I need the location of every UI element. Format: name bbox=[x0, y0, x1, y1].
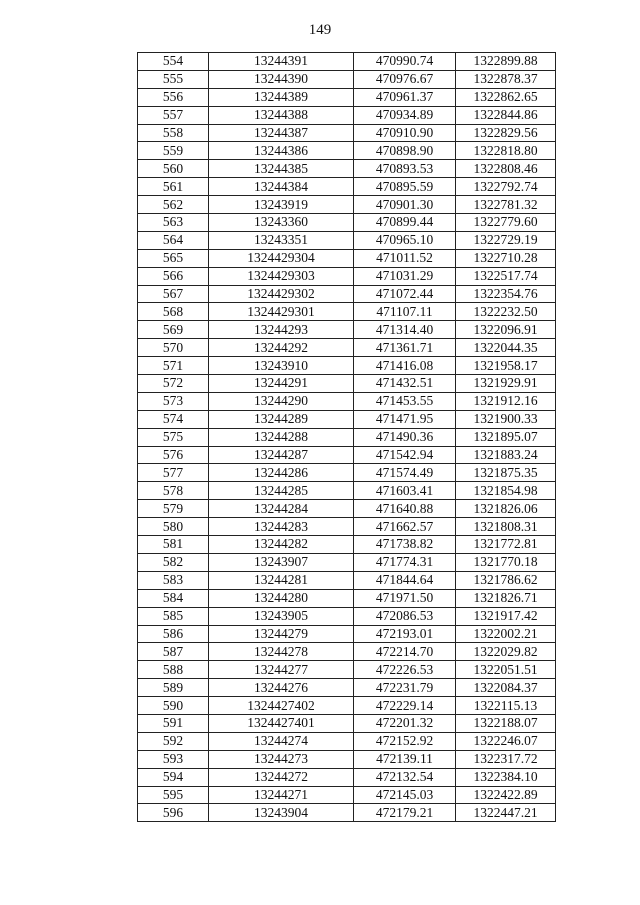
point-id-cell: 1324429303 bbox=[209, 267, 354, 285]
y-coordinate-cell: 1322188.07 bbox=[456, 714, 556, 732]
y-coordinate-cell: 1322384.10 bbox=[456, 768, 556, 786]
x-coordinate-cell: 472214.70 bbox=[354, 643, 456, 661]
point-number-cell: 559 bbox=[138, 142, 209, 160]
y-coordinate-cell: 1322779.60 bbox=[456, 214, 556, 232]
table-row bbox=[138, 446, 556, 464]
x-coordinate-cell: 471738.82 bbox=[354, 536, 456, 554]
table-row bbox=[138, 321, 556, 339]
table-row bbox=[138, 160, 556, 178]
point-number-cell: 582 bbox=[138, 553, 209, 571]
x-coordinate-cell: 470965.10 bbox=[354, 231, 456, 249]
point-id-cell: 1324429304 bbox=[209, 249, 354, 267]
x-coordinate-cell: 471471.95 bbox=[354, 410, 456, 428]
point-number-cell: 585 bbox=[138, 607, 209, 625]
point-id-cell: 1324427401 bbox=[209, 714, 354, 732]
coordinates-table bbox=[137, 52, 556, 822]
point-number-cell: 574 bbox=[138, 410, 209, 428]
point-number-cell: 583 bbox=[138, 571, 209, 589]
y-coordinate-cell: 1322899.88 bbox=[456, 53, 556, 71]
point-id-cell: 13244384 bbox=[209, 178, 354, 196]
point-number-cell: 594 bbox=[138, 768, 209, 786]
x-coordinate-cell: 471490.36 bbox=[354, 428, 456, 446]
table-row bbox=[138, 571, 556, 589]
point-number-cell: 554 bbox=[138, 53, 209, 71]
point-id-cell: 13244291 bbox=[209, 375, 354, 393]
point-id-cell: 13244285 bbox=[209, 482, 354, 500]
y-coordinate-cell: 1322115.13 bbox=[456, 697, 556, 715]
table-row bbox=[138, 804, 556, 822]
x-coordinate-cell: 471774.31 bbox=[354, 553, 456, 571]
y-coordinate-cell: 1321826.06 bbox=[456, 500, 556, 518]
point-id-cell: 13244274 bbox=[209, 732, 354, 750]
y-coordinate-cell: 1322447.21 bbox=[456, 804, 556, 822]
x-coordinate-cell: 470901.30 bbox=[354, 196, 456, 214]
x-coordinate-cell: 471416.08 bbox=[354, 357, 456, 375]
x-coordinate-cell: 472226.53 bbox=[354, 661, 456, 679]
point-id-cell: 13244292 bbox=[209, 339, 354, 357]
point-number-cell: 591 bbox=[138, 714, 209, 732]
point-number-cell: 592 bbox=[138, 732, 209, 750]
y-coordinate-cell: 1322517.74 bbox=[456, 267, 556, 285]
point-id-cell: 13244288 bbox=[209, 428, 354, 446]
point-id-cell: 13244273 bbox=[209, 750, 354, 768]
point-id-cell: 13244293 bbox=[209, 321, 354, 339]
table-row bbox=[138, 196, 556, 214]
y-coordinate-cell: 1322729.19 bbox=[456, 231, 556, 249]
x-coordinate-cell: 472193.01 bbox=[354, 625, 456, 643]
x-coordinate-cell: 471603.41 bbox=[354, 482, 456, 500]
y-coordinate-cell: 1321917.42 bbox=[456, 607, 556, 625]
y-coordinate-cell: 1321895.07 bbox=[456, 428, 556, 446]
table-row bbox=[138, 536, 556, 554]
y-coordinate-cell: 1321826.71 bbox=[456, 589, 556, 607]
y-coordinate-cell: 1322096.91 bbox=[456, 321, 556, 339]
point-number-cell: 580 bbox=[138, 518, 209, 536]
y-coordinate-cell: 1322002.21 bbox=[456, 625, 556, 643]
point-id-cell: 13243904 bbox=[209, 804, 354, 822]
x-coordinate-cell: 472179.21 bbox=[354, 804, 456, 822]
point-number-cell: 562 bbox=[138, 196, 209, 214]
point-id-cell: 13244289 bbox=[209, 410, 354, 428]
table-row bbox=[138, 697, 556, 715]
y-coordinate-cell: 1322781.32 bbox=[456, 196, 556, 214]
y-coordinate-cell: 1322844.86 bbox=[456, 106, 556, 124]
y-coordinate-cell: 1321929.91 bbox=[456, 375, 556, 393]
table-row bbox=[138, 500, 556, 518]
table-row bbox=[138, 231, 556, 249]
point-id-cell: 13244283 bbox=[209, 518, 354, 536]
table-row bbox=[138, 750, 556, 768]
point-number-cell: 573 bbox=[138, 392, 209, 410]
point-number-cell: 558 bbox=[138, 124, 209, 142]
table-row bbox=[138, 607, 556, 625]
y-coordinate-cell: 1321900.33 bbox=[456, 410, 556, 428]
point-id-cell: 13243360 bbox=[209, 214, 354, 232]
point-number-cell: 571 bbox=[138, 357, 209, 375]
point-number-cell: 570 bbox=[138, 339, 209, 357]
y-coordinate-cell: 1322029.82 bbox=[456, 643, 556, 661]
point-id-cell: 1324429302 bbox=[209, 285, 354, 303]
table-row bbox=[138, 482, 556, 500]
point-id-cell: 13244278 bbox=[209, 643, 354, 661]
y-coordinate-cell: 1321883.24 bbox=[456, 446, 556, 464]
x-coordinate-cell: 471107.11 bbox=[354, 303, 456, 321]
y-coordinate-cell: 1321875.35 bbox=[456, 464, 556, 482]
point-number-cell: 578 bbox=[138, 482, 209, 500]
x-coordinate-cell: 471640.88 bbox=[354, 500, 456, 518]
y-coordinate-cell: 1321958.17 bbox=[456, 357, 556, 375]
y-coordinate-cell: 1322818.80 bbox=[456, 142, 556, 160]
x-coordinate-cell: 472086.53 bbox=[354, 607, 456, 625]
x-coordinate-cell: 470910.90 bbox=[354, 124, 456, 142]
x-coordinate-cell: 471432.51 bbox=[354, 375, 456, 393]
table-row bbox=[138, 410, 556, 428]
y-coordinate-cell: 1322317.72 bbox=[456, 750, 556, 768]
point-id-cell: 13243351 bbox=[209, 231, 354, 249]
table-row bbox=[138, 53, 556, 71]
table-row bbox=[138, 589, 556, 607]
point-number-cell: 567 bbox=[138, 285, 209, 303]
table-row bbox=[138, 142, 556, 160]
x-coordinate-cell: 472145.03 bbox=[354, 786, 456, 804]
point-number-cell: 579 bbox=[138, 500, 209, 518]
x-coordinate-cell: 470961.37 bbox=[354, 88, 456, 106]
point-id-cell: 1324429301 bbox=[209, 303, 354, 321]
y-coordinate-cell: 1322044.35 bbox=[456, 339, 556, 357]
x-coordinate-cell: 470895.59 bbox=[354, 178, 456, 196]
y-coordinate-cell: 1322354.76 bbox=[456, 285, 556, 303]
y-coordinate-cell: 1322422.89 bbox=[456, 786, 556, 804]
point-id-cell: 13244390 bbox=[209, 70, 354, 88]
table-row bbox=[138, 679, 556, 697]
y-coordinate-cell: 1321912.16 bbox=[456, 392, 556, 410]
point-number-cell: 564 bbox=[138, 231, 209, 249]
table-row bbox=[138, 70, 556, 88]
point-number-cell: 586 bbox=[138, 625, 209, 643]
table-row bbox=[138, 786, 556, 804]
x-coordinate-cell: 471844.64 bbox=[354, 571, 456, 589]
table-row bbox=[138, 106, 556, 124]
y-coordinate-cell: 1322051.51 bbox=[456, 661, 556, 679]
point-id-cell: 13244279 bbox=[209, 625, 354, 643]
table-row bbox=[138, 714, 556, 732]
y-coordinate-cell: 1321854.98 bbox=[456, 482, 556, 500]
table-row bbox=[138, 267, 556, 285]
table-row bbox=[138, 214, 556, 232]
y-coordinate-cell: 1322829.56 bbox=[456, 124, 556, 142]
point-number-cell: 572 bbox=[138, 375, 209, 393]
point-number-cell: 576 bbox=[138, 446, 209, 464]
x-coordinate-cell: 472132.54 bbox=[354, 768, 456, 786]
table-row bbox=[138, 464, 556, 482]
point-id-cell: 13244391 bbox=[209, 53, 354, 71]
table-row bbox=[138, 285, 556, 303]
table-row bbox=[138, 661, 556, 679]
y-coordinate-cell: 1322862.65 bbox=[456, 88, 556, 106]
x-coordinate-cell: 472231.79 bbox=[354, 679, 456, 697]
table-row bbox=[138, 124, 556, 142]
point-number-cell: 575 bbox=[138, 428, 209, 446]
point-number-cell: 589 bbox=[138, 679, 209, 697]
x-coordinate-cell: 471361.71 bbox=[354, 339, 456, 357]
point-number-cell: 560 bbox=[138, 160, 209, 178]
table-row bbox=[138, 732, 556, 750]
point-number-cell: 588 bbox=[138, 661, 209, 679]
point-id-cell: 13244282 bbox=[209, 536, 354, 554]
point-id-cell: 13244287 bbox=[209, 446, 354, 464]
x-coordinate-cell: 472139.11 bbox=[354, 750, 456, 768]
x-coordinate-cell: 471011.52 bbox=[354, 249, 456, 267]
x-coordinate-cell: 470898.90 bbox=[354, 142, 456, 160]
y-coordinate-cell: 1321770.18 bbox=[456, 553, 556, 571]
point-id-cell: 13244389 bbox=[209, 88, 354, 106]
page-number: 149 bbox=[308, 22, 332, 38]
x-coordinate-cell: 471031.29 bbox=[354, 267, 456, 285]
x-coordinate-cell: 472201.32 bbox=[354, 714, 456, 732]
point-number-cell: 577 bbox=[138, 464, 209, 482]
point-number-cell: 557 bbox=[138, 106, 209, 124]
x-coordinate-cell: 471314.40 bbox=[354, 321, 456, 339]
x-coordinate-cell: 471971.50 bbox=[354, 589, 456, 607]
y-coordinate-cell: 1322878.37 bbox=[456, 70, 556, 88]
y-coordinate-cell: 1322246.07 bbox=[456, 732, 556, 750]
y-coordinate-cell: 1321786.62 bbox=[456, 571, 556, 589]
table-row bbox=[138, 375, 556, 393]
point-id-cell: 13243905 bbox=[209, 607, 354, 625]
point-number-cell: 569 bbox=[138, 321, 209, 339]
y-coordinate-cell: 1321772.81 bbox=[456, 536, 556, 554]
point-number-cell: 555 bbox=[138, 70, 209, 88]
x-coordinate-cell: 471542.94 bbox=[354, 446, 456, 464]
table-row bbox=[138, 643, 556, 661]
x-coordinate-cell: 470899.44 bbox=[354, 214, 456, 232]
point-number-cell: 584 bbox=[138, 589, 209, 607]
point-id-cell: 13244386 bbox=[209, 142, 354, 160]
x-coordinate-cell: 471662.57 bbox=[354, 518, 456, 536]
x-coordinate-cell: 471453.55 bbox=[354, 392, 456, 410]
table-row bbox=[138, 518, 556, 536]
table-row bbox=[138, 178, 556, 196]
point-number-cell: 566 bbox=[138, 267, 209, 285]
point-number-cell: 587 bbox=[138, 643, 209, 661]
point-id-cell: 13244284 bbox=[209, 500, 354, 518]
point-id-cell: 13243910 bbox=[209, 357, 354, 375]
y-coordinate-cell: 1321808.31 bbox=[456, 518, 556, 536]
point-number-cell: 593 bbox=[138, 750, 209, 768]
point-id-cell: 13244281 bbox=[209, 571, 354, 589]
x-coordinate-cell: 471072.44 bbox=[354, 285, 456, 303]
point-id-cell: 13244286 bbox=[209, 464, 354, 482]
point-id-cell: 13243919 bbox=[209, 196, 354, 214]
x-coordinate-cell: 470976.67 bbox=[354, 70, 456, 88]
y-coordinate-cell: 1322710.28 bbox=[456, 249, 556, 267]
table-row bbox=[138, 625, 556, 643]
point-id-cell: 13244388 bbox=[209, 106, 354, 124]
point-id-cell: 13244272 bbox=[209, 768, 354, 786]
y-coordinate-cell: 1322084.37 bbox=[456, 679, 556, 697]
point-number-cell: 563 bbox=[138, 214, 209, 232]
table-row bbox=[138, 339, 556, 357]
point-number-cell: 596 bbox=[138, 804, 209, 822]
point-id-cell: 13244276 bbox=[209, 679, 354, 697]
point-number-cell: 581 bbox=[138, 536, 209, 554]
point-number-cell: 590 bbox=[138, 697, 209, 715]
point-id-cell: 13244280 bbox=[209, 589, 354, 607]
table-row bbox=[138, 392, 556, 410]
point-number-cell: 565 bbox=[138, 249, 209, 267]
coordinates-table-body bbox=[138, 53, 556, 822]
x-coordinate-cell: 472229.14 bbox=[354, 697, 456, 715]
x-coordinate-cell: 471574.49 bbox=[354, 464, 456, 482]
table-row bbox=[138, 357, 556, 375]
x-coordinate-cell: 470893.53 bbox=[354, 160, 456, 178]
table-row bbox=[138, 303, 556, 321]
y-coordinate-cell: 1322792.74 bbox=[456, 178, 556, 196]
point-number-cell: 561 bbox=[138, 178, 209, 196]
point-id-cell: 13244290 bbox=[209, 392, 354, 410]
x-coordinate-cell: 470990.74 bbox=[354, 53, 456, 71]
x-coordinate-cell: 472152.92 bbox=[354, 732, 456, 750]
table-row bbox=[138, 768, 556, 786]
table-row bbox=[138, 88, 556, 106]
point-id-cell: 13244277 bbox=[209, 661, 354, 679]
table-row bbox=[138, 553, 556, 571]
point-id-cell: 13244387 bbox=[209, 124, 354, 142]
point-id-cell: 1324427402 bbox=[209, 697, 354, 715]
x-coordinate-cell: 470934.89 bbox=[354, 106, 456, 124]
point-number-cell: 556 bbox=[138, 88, 209, 106]
y-coordinate-cell: 1322808.46 bbox=[456, 160, 556, 178]
point-id-cell: 13243907 bbox=[209, 553, 354, 571]
table-row bbox=[138, 428, 556, 446]
point-number-cell: 568 bbox=[138, 303, 209, 321]
point-id-cell: 13244385 bbox=[209, 160, 354, 178]
y-coordinate-cell: 1322232.50 bbox=[456, 303, 556, 321]
point-number-cell: 595 bbox=[138, 786, 209, 804]
table-row bbox=[138, 249, 556, 267]
point-id-cell: 13244271 bbox=[209, 786, 354, 804]
